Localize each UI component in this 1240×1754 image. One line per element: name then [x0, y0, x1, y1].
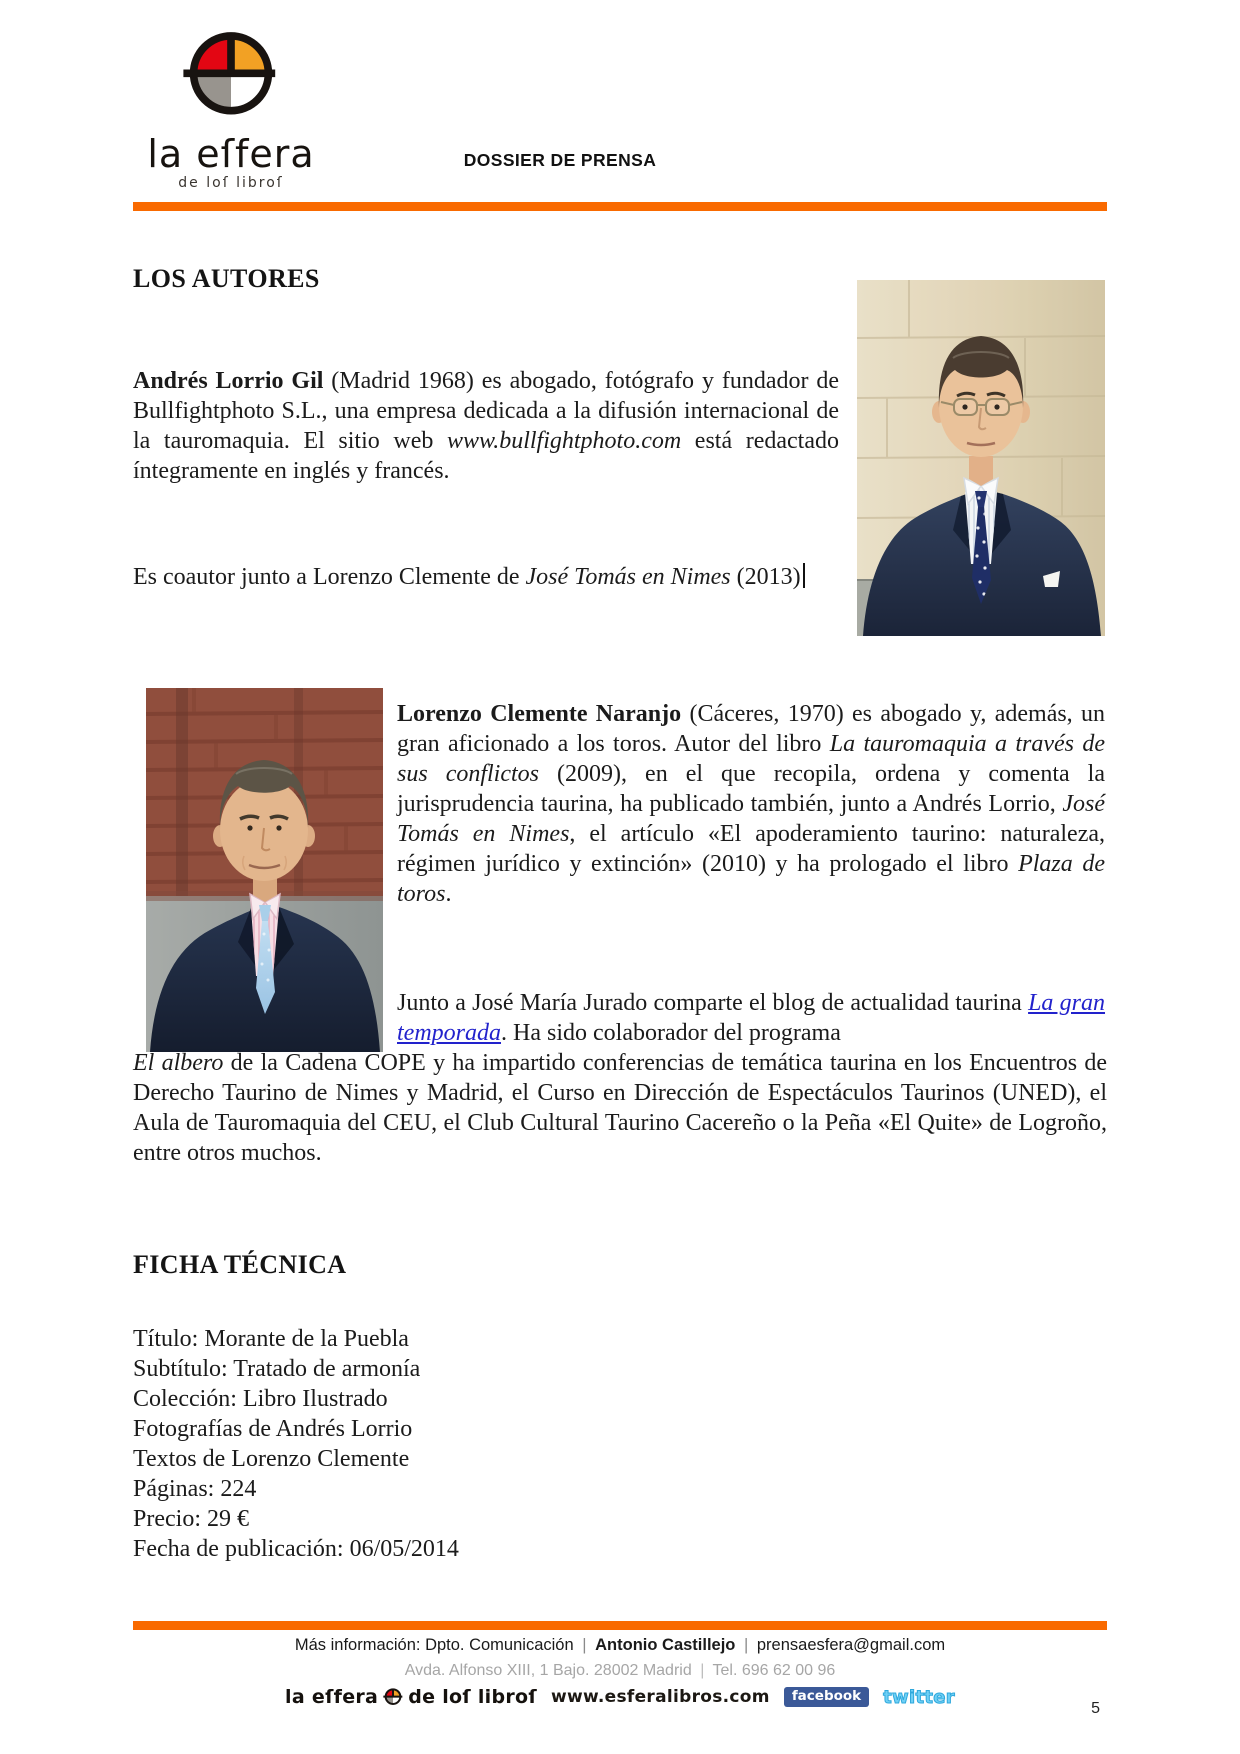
- footer-address-line: [133, 1662, 1107, 1680]
- ficha-row-titulo: Título: Morante de la Puebla: [133, 1326, 409, 1352]
- lorenzo-book-title-2: José Tomás en Nimes: [397, 791, 1105, 847]
- footer-contact-line: [133, 1636, 1107, 1655]
- logo-tagline: de loſ libroſ: [178, 175, 284, 191]
- coauthor-text-1: Es coautor junto a Lorenzo Clemente de: [133, 564, 526, 590]
- coauthor-text-2: (2013): [730, 564, 801, 590]
- andres-bio-paragraph: [133, 366, 839, 486]
- program-title: El albero: [133, 1050, 224, 1076]
- footer-contact-name: Antonio Castillejo: [595, 1636, 736, 1654]
- footer-separator: |: [743, 1636, 749, 1654]
- esfera-sphere-icon: [180, 24, 282, 126]
- footer-brand: [285, 1686, 537, 1708]
- twitter-icon[interactable]: twitter: [883, 1686, 955, 1708]
- lorenzo-book-title-1: La tauromaquia a través de sus conflictos: [397, 731, 1105, 787]
- footer-brand-row: [133, 1684, 1107, 1710]
- author-name-andres: Andrés Lorrio Gil: [133, 368, 324, 394]
- footer-address: Avda. Alfonso XIII, 1 Bajo. 28002 Madrid: [404, 1662, 692, 1679]
- lorenzo-blog-paragraph-start: [397, 988, 1105, 1048]
- footer-brand-right: de loſ libroſ: [408, 1686, 537, 1708]
- lorenzo-bio-text-3: , el artículo «El apoderamiento taurino: naturaleza, régimen jurídico y extinción» (2010) y ha prologado el libro: [397, 821, 1105, 877]
- photo-lorenzo-clemente: [146, 688, 383, 1052]
- andres-website: www.bullfightphoto.com: [446, 428, 682, 454]
- author-name-lorenzo: Lorenzo Clemente Naranjo: [397, 701, 682, 727]
- header-divider: [133, 202, 1107, 211]
- ficha-heading: FICHA TÉCNICA: [133, 1250, 347, 1279]
- footer-info-prefix: Más información: Dpto. Comunicación: [294, 1636, 574, 1654]
- footer-separator: |: [700, 1662, 705, 1679]
- ficha-row-fecha: Fecha de publicación: 06/05/2014: [133, 1536, 459, 1562]
- footer-divider: [133, 1621, 1107, 1630]
- ficha-row-fotografias: Fotografías de Andrés Lorrio: [133, 1416, 413, 1442]
- page-number: 5: [1091, 1700, 1100, 1717]
- ficha-row-textos: Textos de Lorenzo Clemente: [133, 1446, 410, 1472]
- footer-brand-left: la eſfera: [285, 1686, 379, 1708]
- logo-wordmark: la eſfera: [147, 132, 315, 176]
- esfera-mini-icon: [383, 1687, 403, 1707]
- coauthor-book-title: José Tomás en Nimes: [525, 564, 731, 590]
- footer-website-link[interactable]: www.esferalibros.com: [550, 1687, 770, 1707]
- ficha-list: [133, 1324, 933, 1564]
- lorenzo-bio-text-2: (2009), en el que recopila, ordena y comenta la jurisprudencia taurina, ha publicado también, junto a Andrés Lorrio,: [397, 761, 1105, 817]
- ficha-row-subtitulo: Subtítulo: Tratado de armonía: [133, 1356, 421, 1382]
- authors-heading: LOS AUTORES: [133, 264, 320, 293]
- andres-bio-text-2: está redactado íntegramente en inglés y francés.: [133, 428, 839, 484]
- footer-phone: Tel. 696 62 00 96: [712, 1662, 836, 1679]
- footer-email: prensaesfera@gmail.com: [756, 1636, 946, 1654]
- blog-text-1: Junto a José María Jurado comparte el blog de actualidad taurina: [397, 990, 1029, 1016]
- ficha-row-precio: Precio: 29 €: [133, 1506, 249, 1532]
- blog-link[interactable]: La gran temporada: [397, 990, 1106, 1046]
- facebook-icon[interactable]: facebook: [784, 1687, 869, 1708]
- lorenzo-bio-paragraph: [397, 699, 1105, 909]
- publisher-logo: [143, 24, 319, 191]
- ficha-row-coleccion: Colección: Libro Ilustrado: [133, 1386, 388, 1412]
- lorenzo-bio-text-1: (Cáceres, 1970) es abogado y, además, un gran aficionado a los toros. Autor del libro: [397, 701, 1106, 757]
- lorenzo-book-title-3: Plaza de toros: [397, 851, 1106, 907]
- dossier-title: DOSSIER DE PRENSA: [463, 150, 657, 170]
- text-cursor: [803, 563, 805, 588]
- photo-andres-lorrio: [857, 280, 1105, 636]
- lorenzo-blog-paragraph-continuation: [133, 1048, 1107, 1168]
- ficha-row-paginas: Páginas: 224: [133, 1476, 257, 1502]
- lorenzo-bio-text-4: .: [445, 881, 452, 907]
- footer-separator: |: [582, 1636, 587, 1654]
- blog-text-3: de la Cadena COPE y ha impartido conferencias de temática taurina en los Encuentros de Derecho Taurino de Nimes y Madrid, el Curso en Dirección de Espectáculos Taurinos (UNED), el Aula de Tauromaquia del CEU, el Club Cultural Taurino Cacereño o la Peña «El Quite» de Logroño, entre otros muchos.: [133, 1050, 1107, 1166]
- blog-text-2: . Ha sido colaborador del programa: [501, 1020, 841, 1046]
- andres-coauthor-paragraph: [133, 562, 839, 592]
- andres-bio-text-1: (Madrid 1968) es abogado, fotógrafo y fundador de Bullfightphoto S.L., una empresa dedicada a la difusión internacional de la tauromaquia. El sitio web: [133, 368, 839, 454]
